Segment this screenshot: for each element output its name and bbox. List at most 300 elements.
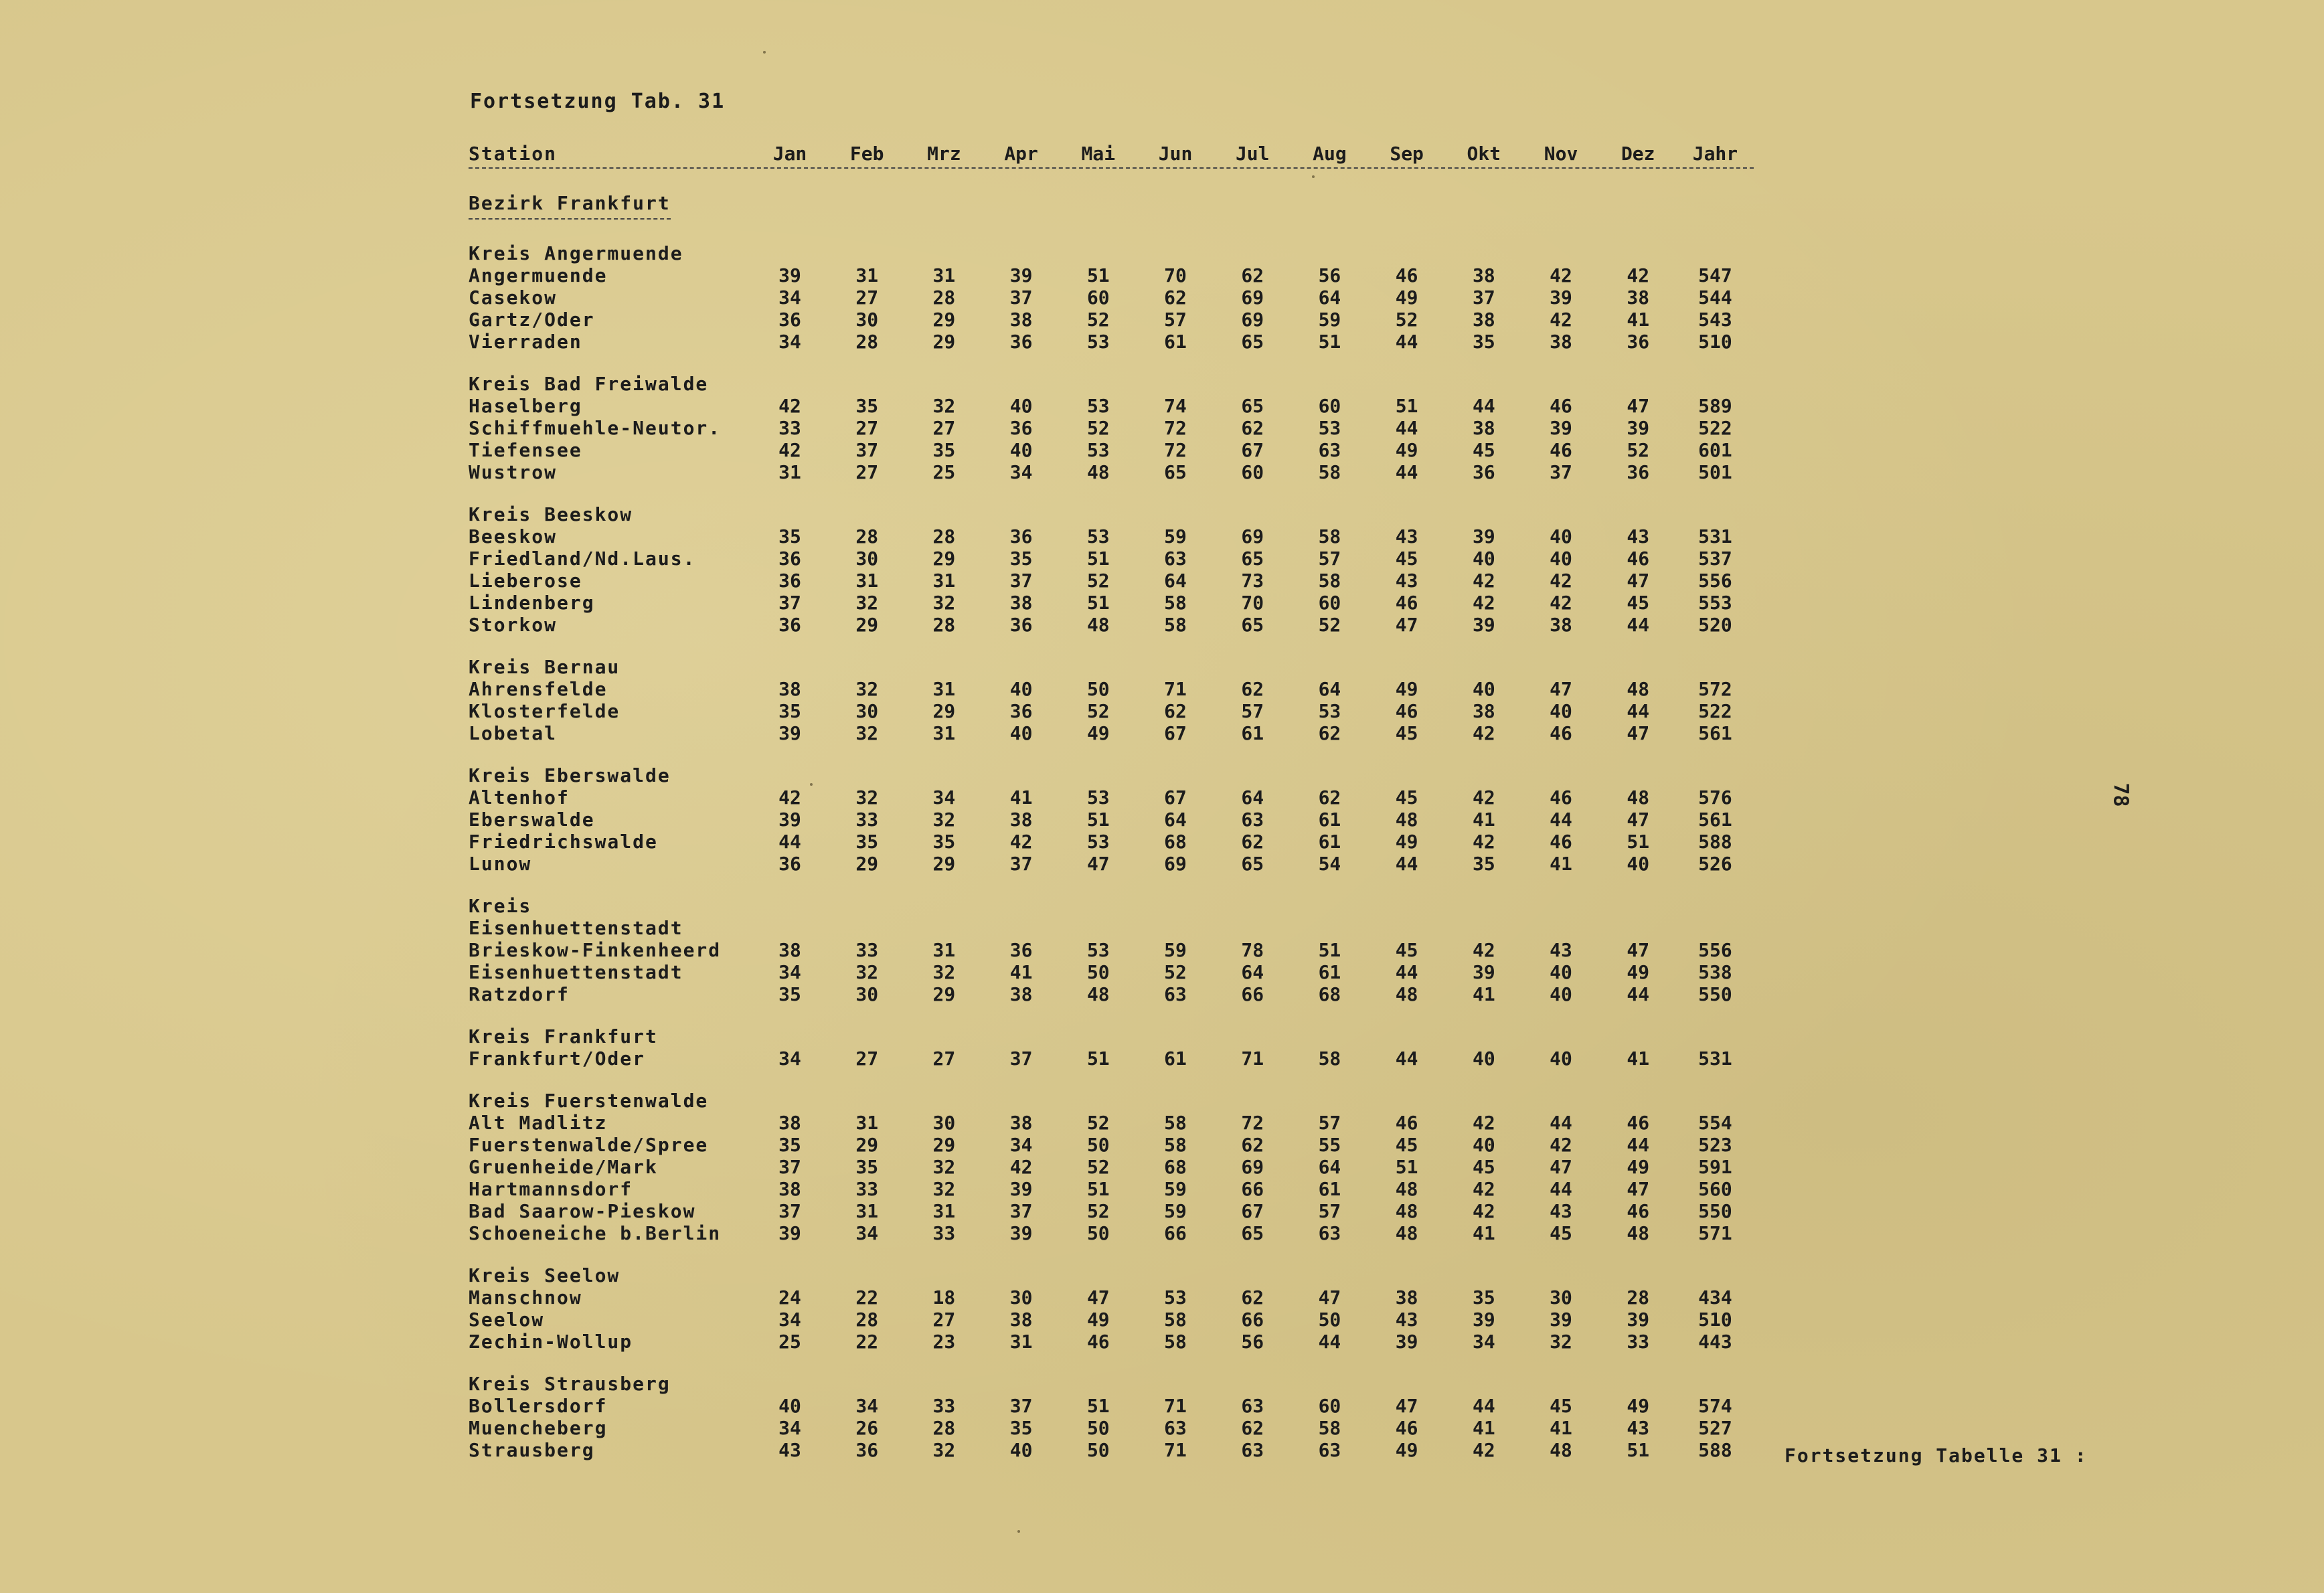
month-value: 58 [1318, 1417, 1341, 1439]
month-value: 36 [778, 614, 801, 636]
month-value: 52 [1086, 1200, 1110, 1222]
paper-speck [810, 783, 813, 786]
table-row [469, 1417, 1754, 1439]
month-value: 53 [1086, 525, 1110, 548]
month-value: 46 [1086, 1331, 1110, 1353]
station-name: Eisenhuettenstadt [469, 961, 683, 983]
year-total: 588 [1698, 831, 1732, 853]
month-value: 42 [1550, 570, 1572, 592]
station-name: Schoeneiche b.Berlin [469, 1222, 722, 1244]
year-total: 531 [1698, 1047, 1732, 1070]
month-value: 65 [1241, 614, 1264, 636]
year-total: 553 [1698, 592, 1732, 614]
year-total: 538 [1698, 961, 1732, 983]
kreis-heading [469, 895, 1754, 917]
table-row [469, 722, 1754, 744]
month-value: 46 [1550, 439, 1572, 461]
month-value: 49 [1395, 439, 1418, 461]
month-value: 40 [1472, 678, 1495, 700]
month-value: 57 [1318, 548, 1341, 570]
month-value: 32 [932, 1156, 956, 1178]
month-value: 46 [1627, 1200, 1650, 1222]
month-value: 44 [1395, 853, 1418, 875]
month-value: 28 [855, 1309, 879, 1331]
table-row [469, 548, 1754, 570]
header-month: Nov [1544, 143, 1578, 165]
month-value: 32 [855, 722, 879, 744]
kreis-group [469, 1090, 1754, 1244]
month-value: 35 [855, 1156, 879, 1178]
month-value: 63 [1164, 1417, 1187, 1439]
month-value: 48 [1086, 461, 1110, 483]
month-value: 45 [1550, 1222, 1572, 1244]
month-value: 46 [1395, 1417, 1418, 1439]
year-total: 550 [1698, 983, 1732, 1005]
month-value: 29 [932, 983, 956, 1005]
table-row [469, 395, 1754, 417]
month-value: 48 [1627, 678, 1650, 700]
month-value: 39 [1009, 264, 1033, 286]
month-value: 67 [1164, 786, 1187, 809]
month-value: 27 [855, 417, 879, 439]
month-value: 47 [1627, 1178, 1650, 1200]
month-value: 18 [932, 1286, 956, 1309]
table-row [469, 592, 1754, 614]
month-value: 37 [855, 439, 879, 461]
month-value: 58 [1318, 461, 1341, 483]
month-value: 54 [1318, 853, 1341, 875]
kreis-label: Kreis [469, 895, 532, 917]
month-value: 58 [1164, 1331, 1187, 1353]
month-value: 39 [778, 809, 801, 831]
kreis-group [469, 503, 1754, 636]
month-value: 38 [778, 939, 801, 961]
month-value: 35 [1472, 331, 1495, 353]
month-value: 40 [1472, 1134, 1495, 1156]
month-value: 40 [1550, 1047, 1572, 1070]
station-name: Manschnow [469, 1286, 582, 1309]
year-total: 588 [1698, 1439, 1732, 1461]
month-value: 50 [1318, 1309, 1341, 1331]
month-value: 36 [1009, 614, 1033, 636]
station-name: Lieberose [469, 570, 582, 592]
year-total: 434 [1698, 1286, 1732, 1309]
month-value: 45 [1627, 592, 1650, 614]
station-name: Seelow [469, 1309, 545, 1331]
paper-speck [1312, 175, 1315, 178]
month-value: 29 [855, 614, 879, 636]
month-value: 35 [778, 1134, 801, 1156]
month-value: 41 [1472, 809, 1495, 831]
month-value: 47 [1627, 809, 1650, 831]
header-month: Aug [1313, 143, 1347, 165]
month-value: 59 [1318, 309, 1341, 331]
month-value: 62 [1241, 1134, 1264, 1156]
month-value: 52 [1318, 614, 1341, 636]
month-value: 69 [1241, 309, 1264, 331]
month-value: 39 [1550, 1309, 1572, 1331]
table-row [469, 939, 1754, 961]
month-value: 58 [1318, 570, 1341, 592]
month-value: 62 [1164, 700, 1187, 722]
month-value: 39 [1472, 614, 1495, 636]
header-month: Jun [1158, 143, 1193, 165]
month-value: 45 [1395, 1134, 1418, 1156]
table-row [469, 1309, 1754, 1331]
year-total: 547 [1698, 264, 1732, 286]
station-name: Friedland/Nd.Laus. [469, 548, 696, 570]
month-value: 31 [1009, 1331, 1033, 1353]
month-value: 35 [778, 983, 801, 1005]
month-value: 36 [778, 309, 801, 331]
month-value: 50 [1086, 1134, 1110, 1156]
month-value: 32 [1550, 1331, 1572, 1353]
month-value: 38 [1009, 1112, 1033, 1134]
header-month: Mrz [927, 143, 961, 165]
station-name: Friedrichswalde [469, 831, 658, 853]
month-value: 63 [1241, 1439, 1264, 1461]
month-value: 25 [932, 461, 956, 483]
month-value: 70 [1164, 264, 1187, 286]
month-value: 58 [1164, 592, 1187, 614]
month-value: 28 [855, 525, 879, 548]
month-value: 51 [1086, 264, 1110, 286]
month-value: 58 [1164, 614, 1187, 636]
station-name: Lindenberg [469, 592, 595, 614]
month-value: 49 [1627, 1156, 1650, 1178]
station-name: Fuerstenwalde/Spree [469, 1134, 709, 1156]
month-value: 30 [1009, 1286, 1033, 1309]
month-value: 32 [932, 961, 956, 983]
kreis-label: Kreis Seelow [469, 1264, 620, 1286]
month-value: 43 [1550, 939, 1572, 961]
month-value: 33 [778, 417, 801, 439]
month-value: 66 [1164, 1222, 1187, 1244]
station-name: Tiefensee [469, 439, 582, 461]
month-value: 47 [1318, 1286, 1341, 1309]
header-station: Station [469, 143, 558, 165]
month-value: 34 [778, 1309, 801, 1331]
month-value: 33 [932, 1395, 956, 1417]
station-name: Altenhof [469, 786, 570, 809]
month-value: 42 [1550, 592, 1572, 614]
month-value: 47 [1086, 853, 1110, 875]
month-value: 33 [1627, 1331, 1650, 1353]
month-value: 29 [855, 1134, 879, 1156]
month-value: 43 [1550, 1200, 1572, 1222]
month-value: 61 [1318, 809, 1341, 831]
month-value: 33 [855, 939, 879, 961]
month-value: 32 [855, 592, 879, 614]
month-value: 64 [1318, 1156, 1341, 1178]
month-value: 62 [1241, 417, 1264, 439]
month-value: 28 [932, 1417, 956, 1439]
month-value: 37 [1009, 853, 1033, 875]
month-value: 53 [1086, 786, 1110, 809]
month-value: 73 [1241, 570, 1264, 592]
table-row [469, 678, 1754, 700]
kreis-group [469, 373, 1754, 483]
month-value: 60 [1318, 592, 1341, 614]
kreis-group [469, 1373, 1754, 1461]
month-value: 37 [1550, 461, 1572, 483]
month-value: 45 [1395, 786, 1418, 809]
month-value: 42 [1472, 1112, 1495, 1134]
month-value: 45 [1472, 1156, 1495, 1178]
month-value: 42 [1472, 786, 1495, 809]
month-value: 40 [1009, 722, 1033, 744]
month-value: 38 [1395, 1286, 1418, 1309]
month-value: 36 [778, 548, 801, 570]
station-name: Zechin-Wollup [469, 1331, 633, 1353]
month-value: 63 [1164, 548, 1187, 570]
month-value: 35 [855, 831, 879, 853]
month-value: 36 [1627, 461, 1650, 483]
month-value: 37 [1009, 1047, 1033, 1070]
month-value: 39 [1395, 1331, 1418, 1353]
kreis-label-cont: Eisenhuettenstadt [469, 917, 683, 939]
month-value: 37 [1009, 286, 1033, 309]
month-value: 57 [1318, 1200, 1341, 1222]
month-value: 32 [932, 395, 956, 417]
month-value: 31 [855, 1112, 879, 1134]
month-value: 38 [1009, 309, 1033, 331]
month-value: 37 [778, 592, 801, 614]
month-value: 34 [778, 961, 801, 983]
month-value: 63 [1318, 1439, 1341, 1461]
month-value: 29 [932, 853, 956, 875]
month-value: 51 [1086, 1395, 1110, 1417]
month-value: 44 [1627, 614, 1650, 636]
year-total: 520 [1698, 614, 1732, 636]
header-month: Mai [1081, 143, 1116, 165]
year-total: 522 [1698, 417, 1732, 439]
month-value: 52 [1086, 570, 1110, 592]
month-value: 66 [1241, 1309, 1264, 1331]
month-value: 58 [1164, 1309, 1187, 1331]
month-value: 31 [778, 461, 801, 483]
station-name: Gruenheide/Mark [469, 1156, 658, 1178]
month-value: 44 [1627, 1134, 1650, 1156]
month-value: 46 [1395, 592, 1418, 614]
month-value: 40 [1550, 983, 1572, 1005]
month-value: 61 [1241, 722, 1264, 744]
month-value: 44 [1395, 461, 1418, 483]
month-value: 49 [1627, 1395, 1650, 1417]
year-total: 522 [1698, 700, 1732, 722]
month-value: 52 [1395, 309, 1418, 331]
kreis-label: Kreis Fuerstenwalde [469, 1090, 709, 1112]
station-name: Angermuende [469, 264, 608, 286]
kreis-group [469, 764, 1754, 875]
month-value: 44 [1472, 1395, 1495, 1417]
header-month: Okt [1467, 143, 1501, 165]
month-value: 28 [932, 614, 956, 636]
month-value: 38 [1472, 309, 1495, 331]
table-row [469, 614, 1754, 636]
month-value: 40 [1627, 853, 1650, 875]
month-value: 41 [1472, 1417, 1495, 1439]
month-value: 42 [1472, 570, 1495, 592]
table-row [469, 264, 1754, 286]
table-header-row [469, 127, 1754, 169]
month-value: 44 [1627, 983, 1650, 1005]
month-value: 36 [778, 570, 801, 592]
station-name: Muencheberg [469, 1417, 608, 1439]
month-value: 50 [1086, 961, 1110, 983]
month-value: 31 [932, 939, 956, 961]
month-value: 46 [1550, 831, 1572, 853]
month-value: 62 [1241, 831, 1264, 853]
month-value: 29 [932, 1134, 956, 1156]
header-month: Feb [849, 143, 884, 165]
table-row [469, 331, 1754, 353]
year-total: 589 [1698, 395, 1732, 417]
month-value: 50 [1086, 1222, 1110, 1244]
month-value: 30 [855, 309, 879, 331]
month-value: 69 [1241, 1156, 1264, 1178]
month-value: 32 [932, 809, 956, 831]
month-value: 47 [1550, 1156, 1572, 1178]
month-value: 64 [1318, 678, 1341, 700]
month-value: 47 [1550, 678, 1572, 700]
station-name: Gartz/Oder [469, 309, 595, 331]
month-value: 49 [1395, 1439, 1418, 1461]
month-value: 39 [1627, 417, 1650, 439]
month-value: 44 [1550, 1112, 1572, 1134]
table-row [469, 831, 1754, 853]
station-name: Frankfurt/Oder [469, 1047, 646, 1070]
month-value: 65 [1241, 331, 1264, 353]
month-value: 43 [1395, 570, 1418, 592]
month-value: 44 [778, 831, 801, 853]
month-value: 51 [1318, 331, 1341, 353]
year-total: 510 [1698, 1309, 1732, 1331]
month-value: 26 [855, 1417, 879, 1439]
month-value: 48 [1627, 786, 1650, 809]
month-value: 34 [778, 331, 801, 353]
table-row [469, 1222, 1754, 1244]
month-value: 45 [1395, 722, 1418, 744]
month-value: 30 [1550, 1286, 1572, 1309]
month-value: 35 [1009, 1417, 1033, 1439]
month-value: 53 [1086, 395, 1110, 417]
month-value: 62 [1241, 264, 1264, 286]
month-value: 52 [1627, 439, 1650, 461]
month-value: 40 [1472, 548, 1495, 570]
month-value: 38 [1550, 614, 1572, 636]
month-value: 34 [1472, 1331, 1495, 1353]
month-value: 61 [1318, 1178, 1341, 1200]
month-value: 22 [855, 1286, 879, 1309]
month-value: 36 [778, 853, 801, 875]
month-value: 42 [1627, 264, 1650, 286]
month-value: 62 [1318, 786, 1341, 809]
kreis-label: Kreis Angermuende [469, 242, 683, 264]
kreis-groups [469, 242, 1754, 1461]
month-value: 39 [1550, 417, 1572, 439]
year-total: 571 [1698, 1222, 1732, 1244]
month-value: 72 [1164, 417, 1187, 439]
year-total: 601 [1698, 439, 1732, 461]
month-value: 59 [1164, 1200, 1187, 1222]
kreis-label: Kreis Beeskow [469, 503, 633, 525]
month-value: 42 [1472, 831, 1495, 853]
month-value: 38 [1627, 286, 1650, 309]
month-value: 46 [1550, 722, 1572, 744]
table-row [469, 853, 1754, 875]
month-value: 46 [1550, 395, 1572, 417]
month-value: 46 [1627, 1112, 1650, 1134]
month-value: 40 [1550, 961, 1572, 983]
month-value: 65 [1241, 548, 1264, 570]
year-total: 576 [1698, 786, 1732, 809]
month-value: 63 [1241, 1395, 1264, 1417]
header-month: Dez [1621, 143, 1655, 165]
station-name: Casekow [469, 286, 558, 309]
month-value: 31 [932, 722, 956, 744]
paper-speck [763, 51, 766, 54]
month-value: 38 [1009, 592, 1033, 614]
month-value: 29 [932, 700, 956, 722]
month-value: 46 [1395, 1112, 1418, 1134]
month-value: 47 [1627, 570, 1650, 592]
station-name: Wustrow [469, 461, 558, 483]
month-value: 48 [1550, 1439, 1572, 1461]
month-value: 41 [1472, 1222, 1495, 1244]
month-value: 49 [1627, 961, 1650, 983]
month-value: 34 [932, 786, 956, 809]
station-name: Haselberg [469, 395, 582, 417]
kreis-group [469, 242, 1754, 353]
month-value: 39 [778, 264, 801, 286]
month-value: 59 [1164, 525, 1187, 548]
year-total: 591 [1698, 1156, 1732, 1178]
month-value: 51 [1395, 1156, 1418, 1178]
month-value: 53 [1318, 700, 1341, 722]
month-value: 51 [1086, 1047, 1110, 1070]
month-value: 28 [932, 525, 956, 548]
month-value: 39 [1472, 961, 1495, 983]
header-month: Apr [1004, 143, 1038, 165]
bezirk-heading [469, 169, 1754, 242]
year-total: 526 [1698, 853, 1732, 875]
month-value: 49 [1395, 831, 1418, 853]
month-value: 63 [1318, 439, 1341, 461]
station-name: Vierraden [469, 331, 582, 353]
month-value: 46 [1550, 786, 1572, 809]
month-value: 30 [855, 983, 879, 1005]
table-row [469, 1112, 1754, 1134]
table-row [469, 525, 1754, 548]
month-value: 47 [1395, 614, 1418, 636]
station-name: Bollersdorf [469, 1395, 608, 1417]
month-value: 49 [1086, 1309, 1110, 1331]
month-value: 33 [932, 1222, 956, 1244]
month-value: 62 [1241, 1417, 1264, 1439]
month-value: 45 [1395, 548, 1418, 570]
month-value: 42 [778, 786, 801, 809]
month-value: 74 [1164, 395, 1187, 417]
month-value: 51 [1318, 939, 1341, 961]
table-row [469, 1395, 1754, 1417]
kreis-heading [469, 1264, 1754, 1286]
month-value: 35 [1009, 548, 1033, 570]
month-value: 52 [1086, 309, 1110, 331]
month-value: 41 [1550, 853, 1572, 875]
month-value: 51 [1627, 831, 1650, 853]
month-value: 48 [1395, 1178, 1418, 1200]
